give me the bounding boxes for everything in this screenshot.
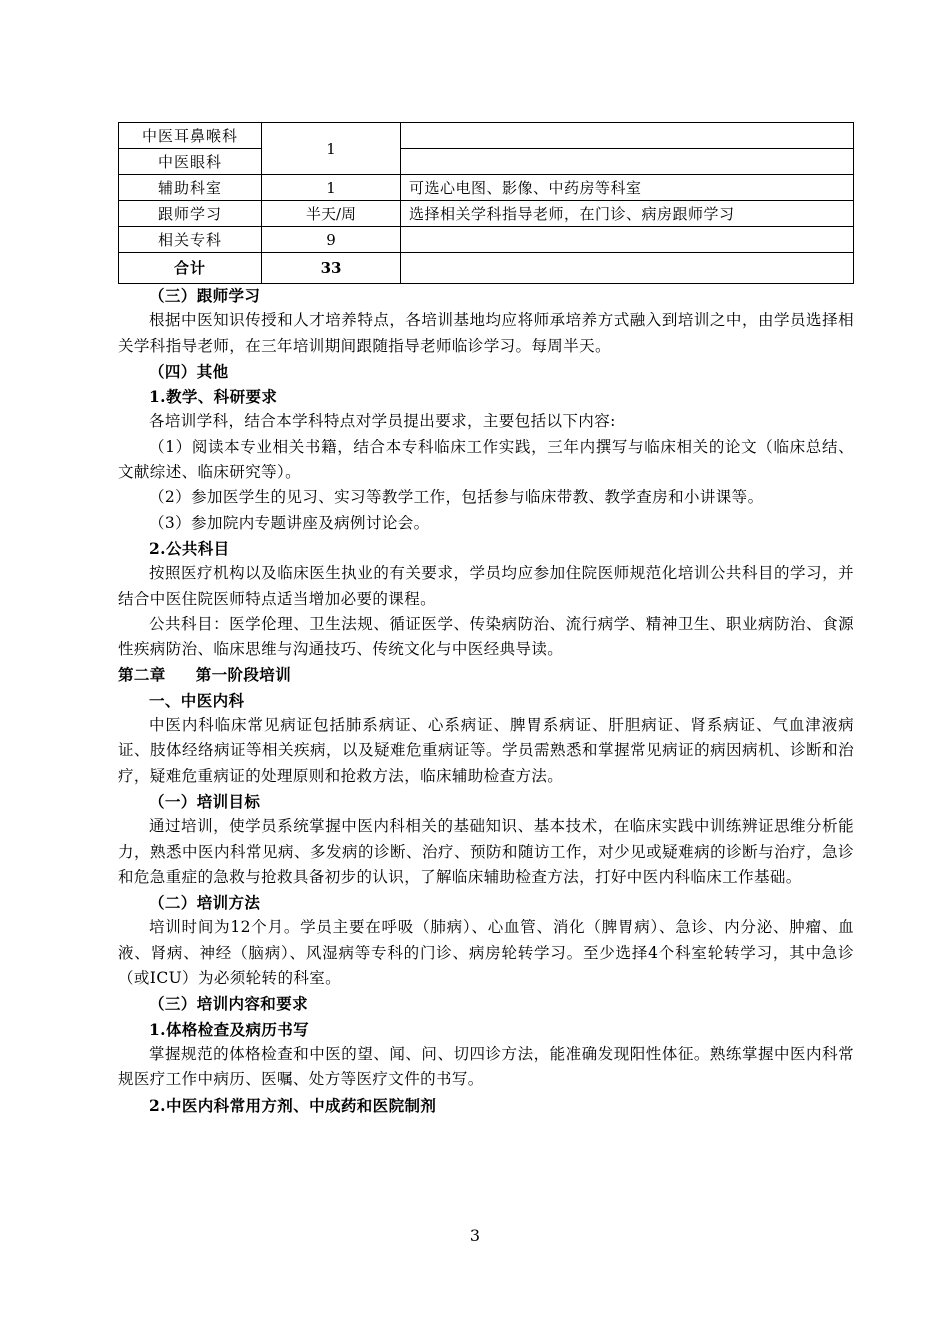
paragraph: 通过培训，使学员系统掌握中医内科相关的基础知识、基本技术，在临床实践中训练辨证思维分析能力，熟悉中医内科常见病、多发病的诊断、治疗、预防和随访工作，对少见或疑难病的诊断与治疗，急诊和危急重症的急救与抢救具备初步的认识，了解临床辅助检查方法，打好中医内科临床工作基础。 bbox=[118, 817, 854, 886]
table-total-row bbox=[119, 253, 854, 284]
list-item: （3）参加院内专题讲座及病例讨论会。 bbox=[149, 513, 430, 532]
table-cell-note bbox=[401, 149, 854, 175]
table-cell-dept: 中医耳鼻喉科 bbox=[119, 123, 262, 149]
subsection-heading: 2.中医内科常用方剂、中成药和医院制剂 bbox=[149, 1095, 437, 1115]
list-item: （1）阅读本专业相关书籍，结合本专科临床工作实践，三年内撰写与临床相关的论文（临床总结、文献综述、临床研究等）。 bbox=[118, 437, 854, 482]
table-cell-total-months: 33 bbox=[262, 253, 401, 284]
table-row bbox=[119, 201, 854, 227]
table-row bbox=[119, 175, 854, 201]
section-heading: （三）培训内容和要求 bbox=[149, 994, 309, 1014]
table-cell-dept: 相关专科 bbox=[119, 227, 262, 253]
section-heading: （二）培训方法 bbox=[149, 893, 261, 913]
table-cell-months: 半天/周 bbox=[262, 201, 401, 227]
table-cell-note bbox=[401, 253, 854, 284]
document-body bbox=[118, 283, 854, 1118]
table-cell-note bbox=[401, 227, 854, 253]
table-cell-note: 可选心电图、影像、中药房等科室 bbox=[401, 175, 854, 201]
paragraph: 根据中医知识传授和人才培养特点，各培训基地均应将师承培养方式融入到培训之中，由学员选择相关学科指导老师，在三年培训期间跟随指导老师临诊学习。每周半天。 bbox=[118, 311, 854, 355]
paragraph: 掌握规范的体格检查和中医的望、闻、问、切四诊方法，能准确发现阳性体征。熟练掌握中医内科常规医疗工作中病历、医嘱、处方等医疗文件的书写。 bbox=[118, 1044, 854, 1089]
paragraph: 按照医疗机构以及临床医生执业的有关要求，学员均应参加住院医师规范化培训公共科目的学习，并结合中医住院医师特点适当增加必要的课程。 bbox=[118, 564, 854, 608]
table-row bbox=[119, 227, 854, 253]
section-heading: （一）培训目标 bbox=[149, 791, 261, 811]
table-row bbox=[119, 123, 854, 149]
table-cell-note bbox=[401, 123, 854, 149]
rotation-table bbox=[118, 122, 854, 284]
table-cell-months: 1 bbox=[262, 175, 401, 201]
table-cell-total-label: 合计 bbox=[119, 253, 262, 284]
paragraph: 公共科目：医学伦理、卫生法规、循证医学、传染病防治、流行病学、精神卫生、职业病防治、食源性疾病防治、临床思维与沟通技巧、传统文化与中医经典导读。 bbox=[118, 614, 854, 659]
table-cell-dept: 辅助科室 bbox=[119, 175, 262, 201]
table-cell-note: 选择相关学科指导老师，在门诊、病房跟师学习 bbox=[401, 201, 854, 227]
table-cell-months: 9 bbox=[262, 227, 401, 253]
table-cell-months: 1 bbox=[262, 123, 401, 175]
table-cell-dept: 跟师学习 bbox=[119, 201, 262, 227]
section-heading: （四）其他 bbox=[149, 361, 229, 381]
chapter-title: 第一阶段培训 bbox=[195, 665, 292, 685]
section-heading: （三）跟师学习 bbox=[149, 286, 261, 305]
table-cell-dept: 中医眼科 bbox=[119, 149, 262, 175]
subsection-heading: 2.公共科目 bbox=[149, 538, 230, 558]
chapter-heading bbox=[118, 662, 854, 687]
list-item: （2）参加医学生的见习、实习等教学工作，包括参与临床带教、教学查房和小讲课等。 bbox=[149, 488, 764, 507]
table-row bbox=[119, 149, 854, 175]
subsection-heading: 1.教学、科研要求 bbox=[149, 387, 278, 407]
paragraph: 中医内科临床常见病证包括肺系病证、心系病证、脾胃系病证、肝胆病证、肾系病证、气血津液病证、肢体经络病证等相关疾病，以及疑难危重病证等。学员需熟悉和掌握常见病证的病因病机、诊断和治疗，疑难危重病证的处理原则和抢救方法，临床辅助检查方法。 bbox=[118, 716, 854, 785]
subsection-heading: 1.体格检查及病历书写 bbox=[149, 1019, 310, 1039]
paragraph: 各培训学科，结合本学科特点对学员提出要求，主要包括以下内容: bbox=[149, 412, 616, 431]
paragraph: 培训时间为12个月。学员主要在呼吸（肺病）、心血管、消化（脾胃病）、急诊、内分泌、肿瘤、血液、肾病、神经（脑病）、风湿病等专科的门诊、病房轮转学习。至少选择4个科室轮转学习，其中急诊（或ICU）为必须轮转的科室。 bbox=[118, 918, 854, 988]
page-number: 3 bbox=[469, 1226, 481, 1245]
chapter-number: 第二章 bbox=[118, 665, 166, 685]
section-heading: 一、中医内科 bbox=[149, 690, 245, 710]
